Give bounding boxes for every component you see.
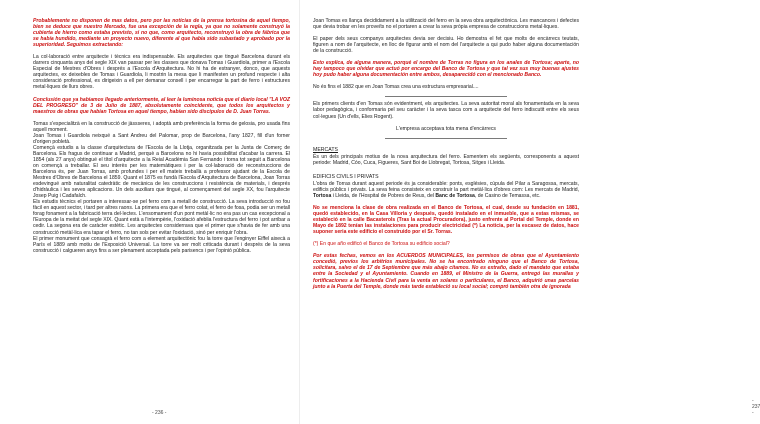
text-run: , de Casino de Temassa, etc. <box>474 192 541 199</box>
section-heading-edificis: EDIFICIS CIVILS I PRIVATS <box>313 173 379 180</box>
left-page <box>0 0 298 424</box>
body-paragraph: Començà estudis a la classe d'arquitectura de l'Escola de la Llotja, organitzada per la Junta de Comerç de Barcelona. Els fragus de continuar a Madrid, perquè a Barcelona no hi havia possibilitat d'acabar la carrera. El 1854 (als 27 anys) obtingué el títol d'arquitecte a la Reial Acadèmia San Fernando i torna tot seguit a Barcelona on començà a treballar. El seu interès per les matemàtiques i per la col·laboració de reconstruccions de Barcelona és, per Juan Torras, amb profundes i per ell mateix treballà a professor ajudant de la Escola de Mestres d'Obres de Barcelona el 1859. Quant el 1875 es fundà l'Escola d'Arquitectura de Barcelona, Joan Torras esdevingué amb naturalitat catedràtic de mecànica de les construccions i resistència de materials, i després d'hidràulica i les seves aplicacions. Un dels auxiliars que tingué, al començament del segle XX, fou l'arquitecte Josep Puig i Cadafalch. <box>33 144 290 200</box>
page-number: - 237 - <box>752 398 760 416</box>
body-paragraph: Els estudis tècnics el portaren a interessar-se pel ferro com a metall de construcció. La seva introducció no fou fàcil en aquest sector, i tard per altres raons. La primera era que el ferro colat, el ferro de fosa, podia ser un metall forag fonament a la fabricació terra del·lectes. L'ensomament d'un pont metàl·lic no era pas un cas excepcional a l'Europa de la meitat del segle XIX. Quant està a l'intempèrie, l'oxidació afeblia l'estructura del ferro i pot arribar a cedir. La segona era de caràcter estètic. Les arquitectes considerrava que el primer que s'havia de fer amb una construcció metàl·lica era tapar el ferro, no tan sols per evitar l'oxidació, sinó per enriquir l'obra. <box>33 199 290 236</box>
body-paragraph: El primer monument que consagrà el ferro com a element arquitectònic fou la torre que l'enginyer Eiffel aixecà a París el 1889 amb motiu de l'Exposició Universal. La torre va ser molt criticada durant i després de la seva construcció i calgueren anys fins a ser plenament acceptada pels parisencs i per l'opinió pública. <box>33 235 290 254</box>
section-heading-mercats: MERCATS <box>313 146 338 153</box>
body-paragraph <box>313 181 579 199</box>
body-paragraph: Els primers clients d'en Tomas són evidentment, els arquitectes. La seva autoritat moral als fonamentada en la seva labor pedagògica, i conformaria pel seu caràcter i la seva tasca com a arquitecte del ferro indiscutit entre els seus col·legues (Un d'ells, Elies Rogent). <box>313 101 579 120</box>
page-number: - 236 - <box>152 410 167 416</box>
bold-term-banc: Banc de Tortosa <box>435 192 475 199</box>
separator-line <box>385 138 507 139</box>
highlight-paragraph: No se menciona la clase de obra realizada en el Banco de Tortosa, el cual, desde su fundación en 1881, quedó establecido, en la Casa Villoria y después, quedó instalado en el inmueble, que a estas mismas, se estableció en la calle Bacasterols (Tras la actual Procuradora), justo enfrente al Portal del Temple, donde en Mayo de 1892 tenían las instalaciones para producir electricidad (*) La noticia, per la escasez de datos, hace suponer seria este edificio el construido por el Sr. Torras. <box>313 205 579 236</box>
question-text: En que año edificó el Banco de Tortosa su edificio social? <box>319 241 450 248</box>
text-run: i Lleida, de l'Hospital de Pobres de Reus, del <box>331 192 436 199</box>
body-paragraph: Tomas s'especialitzà en la construcció de jàssseres, i adoptà amb preferència la forma de gelosia, pro usada fins aquell moment. <box>33 120 290 133</box>
body-paragraph: No és fins el 1882 que en Joan Tomas crea una estructura empresarial.... <box>313 84 479 91</box>
conclusion-paragraph: Conclusión que ya habiamos llegado anteriormente, al leer la luminosa noticia que el diario local "LA VOZ DEL PROGRESO" de 3 de Julio de 1887, absolutamente coincidente, que todos los arquitectos y maestros de obras que habían Tortosa en aquel tiempo, habían sido discipulos de D. Juan Torras. <box>33 96 290 115</box>
body-paragraph: És un dels principals motius de la nova arquitectura del ferro. Esmentem els següents, corresponents a aquest periode: Madrid, Cóo, Cuca, Figueres, Sant Boi de Llobregat, Tortosa, Sitges i Lleida. <box>313 153 579 166</box>
right-page <box>301 0 760 424</box>
question-line <box>313 241 579 247</box>
text-run: L'obra de Torras durant aquest periode és ja considerable: ponts, esglésies, cúpula del Pilar a Saragossa, mercats, edificis públics i privats. La seva feina consisteix en construir la part metàl·lica d'obres com: Les mercats de Madrid, <box>313 180 579 193</box>
bold-term-tortosa: Tortosa <box>313 192 332 199</box>
body-paragraph: El paper dels seus companys arquitectes devia ser decisiu. Ho demostra el fet que molts de encàrrecs teutats, figuren a nom de l'arquitecte, en lloc de figurar amb el nom del l'arquitecte a qui pudo haber alguna documentación de la construcció. <box>313 36 579 55</box>
centered-line: L'empresa acceptava tota mena d'encàrrecs <box>396 125 496 132</box>
separator-line <box>385 96 507 97</box>
body-paragraph: Joan Tomas es llança decididament a la utilització del ferro en la seva obra arquitectònica. Les mancances i defectes que devia trobar en les proveïts no el portaren a crear la seva pròpia empresa de construccions metal·liques. <box>313 18 579 31</box>
footnote-mark: (*) <box>313 241 319 248</box>
intro-paragraph: Probablemente no disponen de mas datos, pero por las noticias de la prensa tortosina de aquel tiempo, bien se deduce que nuestro Mercado, fue una excepción de la regla, ya que no solamente construyó la cubierta de hierro como estaba previsto, si no que, como arquitecto, reconstruyó la obra de fábrica que se había hundido, mediante un proyecto nuevo, diferente al que había sido subastado y aprobado por la superioridad. Seguimos extractando: <box>33 18 290 49</box>
body-paragraph: La col·laboració entre arquitecte i tècnics era indispensable. Els arquitectes que tingué Barcelona durant els darrers cinquanta anys del segle XIX van passar per les classes que donava Tomas i Guardiola, primer a l'Escola Especial de Mestres d'Obres i després a l'Escola d'Arquitectura. No hi ha de estranyer, donco, que aquests arquitectes, ex deixebles de Tomas i Guardiola, li mostrin la mesa que li manifesten un profund respecte i alta consideració professional, es dirigeixin a ell per demanar consell i per encarregar la part de ferro i estructures metal·liques de llurs obres. <box>33 54 290 91</box>
body-paragraph: Joan Tomas i Guardiola neixqué a Sant Andreu del Palomar, prop de Barcelona, l'any 1827, fill d'un forner d'origen pobletà. <box>33 132 290 145</box>
closing-paragraph: Por estas fechas, vemos en los ACUERDOS MUNICIPALES, los permisos de obras que el Ayuntamiento concedió, previos los arbitrios municipales. No se ha encontrado ninguno que el Banco de Tortosa, solicitara, salvo el de 17 de Septiembre que más abajo citamos. No es extraño, dado el mandato que estaba entre la Sociedad y el Ayuntamiento. Cuando en 1889, el Ministro de la Guerra, entregó las murallas y fortificaciones a la Hacienda Civil para la venta en solares o particulares, el Banco, adquirió unas parcelas junto a la Puerta del Temple, donde más tarde estableció su local social; compró también otra de ignorada <box>313 253 579 290</box>
explanation-paragraph: Esto explica, de alguna manera, porqué el nombre de Torras no figura en los anales de Tortosa; aparte, no hay tampoco que olvidar que actuó por encargo del Banco de Tortosa y que tal vez sus muy buenas ajustes hoy pudo haber alguna documentación entre ambos, desaparecidó con el mencionado Banco. <box>313 60 579 79</box>
page-gutter <box>299 0 300 424</box>
